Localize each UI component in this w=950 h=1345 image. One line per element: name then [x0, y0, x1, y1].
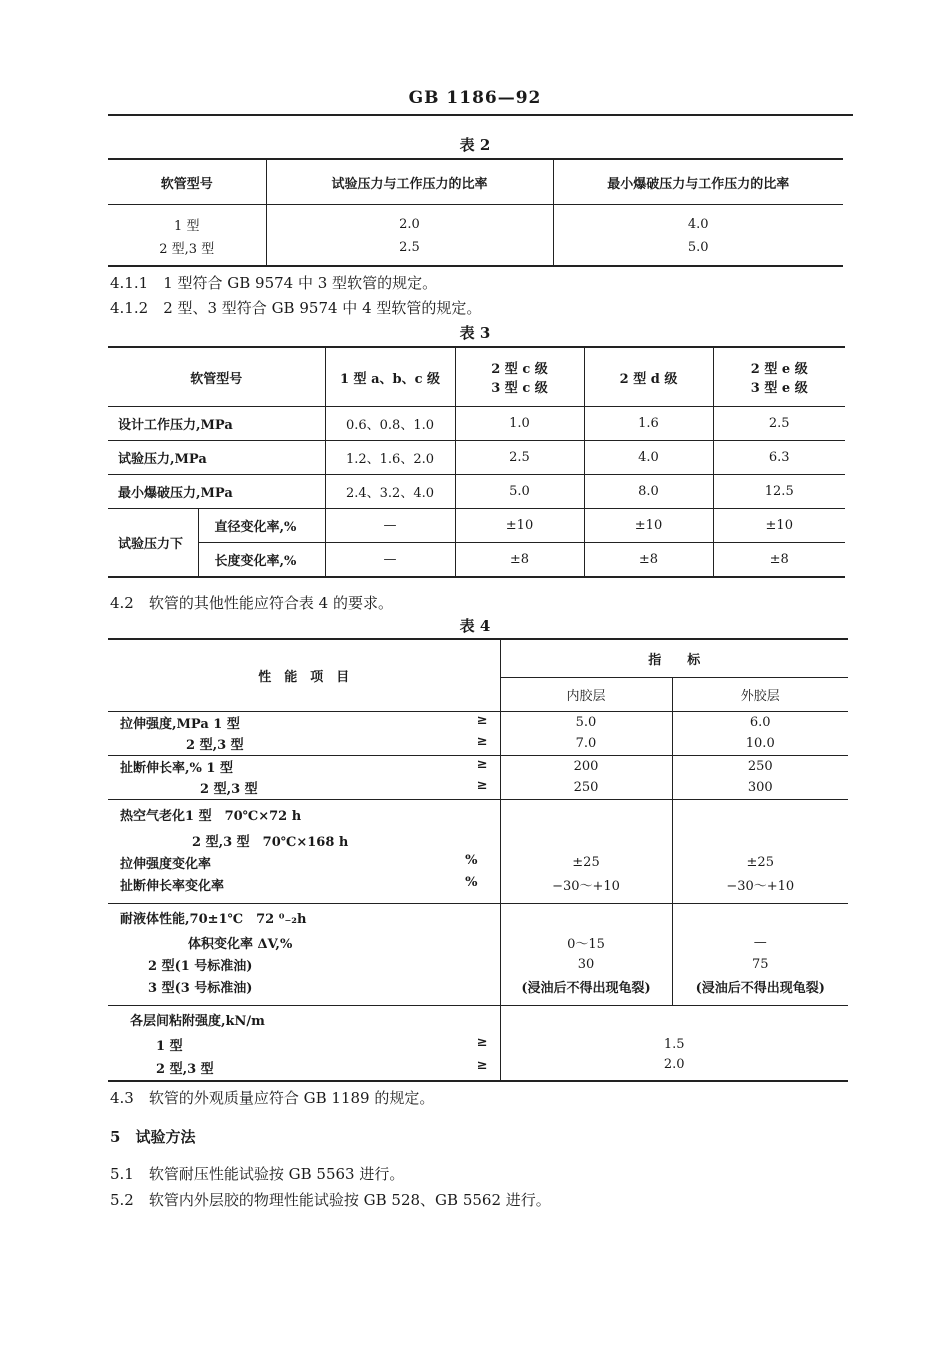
table3-cell: ±8 [584, 543, 713, 578]
table-row [108, 733, 848, 755]
para-number: 4.3 [110, 1089, 134, 1107]
table4-cell [672, 829, 848, 851]
table4-cell: 250 [500, 777, 672, 799]
table3-row-label: 长度变化率,% [198, 543, 325, 578]
table3-cell: 5.0 [455, 475, 584, 509]
table-row [108, 755, 848, 777]
table2-cell: 1 型 [174, 219, 200, 234]
table3-caption: 表 3 [459, 324, 491, 342]
table-row [108, 711, 848, 733]
table3-header-row [108, 347, 845, 407]
table3-col-2c: 2 型 c 级 [491, 362, 548, 377]
table4-row-label: 3 型(3 号标准油) [148, 981, 253, 997]
table2-caption: 表 2 [459, 136, 491, 154]
label-text: 拉伸强度变化率 [120, 856, 212, 872]
label-text: 扯断伸长率,% 1 型 [120, 760, 233, 776]
ge-symbol: ≥ [476, 712, 488, 728]
table3-col-1abc: 1 型 a、b、c 级 [325, 347, 455, 407]
table-row [108, 777, 848, 799]
table-row [108, 407, 845, 441]
table4-row-label [108, 1033, 500, 1055]
table3-cell: 4.0 [584, 441, 713, 475]
table2-col-type: 软管型号 [108, 159, 266, 205]
table4-cell: 75 [672, 953, 848, 975]
para-number: 5.2 [110, 1191, 134, 1209]
table3-col-3e: 3 型 e 级 [750, 381, 808, 396]
table4-row-label [108, 851, 500, 873]
para-4-1-1 [110, 272, 437, 293]
table3-cell: 1.0 [455, 407, 584, 441]
table-row [108, 475, 845, 509]
table-row [108, 931, 848, 953]
table3-row-label: 直径变化率,% [198, 509, 325, 543]
table4-row-label [108, 711, 500, 733]
table2-cell: 2 型,3 型 [159, 242, 215, 257]
table-row [108, 903, 848, 931]
ge-symbol: ≥ [476, 734, 488, 750]
label-text: 拉伸强度,MPa 1 型 [120, 716, 240, 732]
table4-cell: 250 [672, 755, 848, 777]
para-number: 4.1.2 [110, 299, 149, 317]
table4-cell: −30～+10 [672, 873, 848, 903]
label-text: 2 型,3 型 [156, 1062, 214, 1077]
table4-cell [500, 903, 672, 931]
section-number: 5 [110, 1128, 121, 1146]
para-4-2 [110, 592, 393, 613]
header-rule [108, 114, 853, 116]
label-text: 扯断伸长率变化率 [120, 879, 225, 895]
label-text: 2 型,3 型 [186, 738, 244, 754]
section-title: 试验方法 [135, 1128, 196, 1146]
table2-col-burst-ratio: 最小爆破压力与工作压力的比率 [553, 159, 843, 205]
table3-col-2d: 2 型 d 级 [584, 347, 713, 407]
table2-cell: 5.0 [553, 236, 843, 266]
table-row [108, 1005, 848, 1033]
para-number: 4.1.1 [110, 274, 149, 292]
percent-symbol: % [465, 875, 478, 891]
table4-row-label: 体积变化率 ΔV,% [188, 936, 293, 952]
para-text: 软管耐压性能试验按 GB 5563 进行。 [148, 1165, 405, 1183]
table3-cell: ±10 [584, 509, 713, 543]
table3-col-3c: 3 型 c 级 [491, 381, 548, 396]
table4-cell: 300 [672, 777, 848, 799]
table-row [108, 441, 845, 475]
table3-cell: 6.3 [713, 441, 845, 475]
para-5-2 [110, 1189, 551, 1210]
ge-symbol: ≥ [476, 756, 488, 772]
table4-row-label [108, 873, 500, 903]
table4-col-item: 性 能 项 目 [258, 669, 350, 685]
table-4 [108, 638, 848, 1082]
table-2 [108, 158, 843, 267]
table4-cell: (浸油后不得出现龟裂) [500, 975, 672, 1005]
table4-row-label [108, 1055, 500, 1081]
table-row [108, 975, 848, 1005]
table3-row-label: 设计工作压力,MPa [108, 407, 325, 441]
table4-cell: −30～+10 [500, 873, 672, 903]
table4-cell [500, 799, 672, 829]
table3-cell: ±8 [713, 543, 845, 578]
table4-cell: ±25 [500, 851, 672, 873]
para-text: 1 型符合 GB 9574 中 3 型软管的规定。 [163, 274, 438, 292]
table3-cell: ±8 [455, 543, 584, 578]
percent-symbol: % [465, 852, 478, 868]
table-row [108, 1055, 848, 1081]
ge-symbol: ≥ [476, 778, 488, 794]
table3-cell: 2.5 [455, 441, 584, 475]
table3-cell: — [325, 509, 455, 543]
para-text: 软管的外观质量应符合 GB 1189 的规定。 [148, 1089, 435, 1107]
table2-cell: 2.0 [266, 205, 553, 237]
para-number: 4.2 [110, 594, 134, 612]
table4-header-row [108, 639, 848, 677]
table-row [108, 236, 843, 266]
table4-cell: 2.0 [500, 1055, 848, 1081]
table4-cell: 6.0 [672, 711, 848, 733]
page-header: GB 1186—92 [408, 88, 542, 108]
table-row [108, 1033, 848, 1055]
para-4-1-2 [110, 297, 481, 318]
table4-caption: 表 4 [459, 617, 491, 635]
table3-col-e [713, 347, 845, 407]
section-5-heading [110, 1126, 195, 1147]
table4-cell [500, 829, 672, 851]
table4-cell: 5.0 [500, 711, 672, 733]
para-5-1 [110, 1163, 404, 1184]
table4-cell: ±25 [672, 851, 848, 873]
table3-cell: 1.2、1.6、2.0 [325, 441, 455, 475]
table3-col-2e: 2 型 e 级 [750, 362, 808, 377]
table3-cell: 12.5 [713, 475, 845, 509]
table-row [108, 509, 845, 543]
table2-col-test-ratio: 试验压力与工作压力的比率 [266, 159, 553, 205]
table4-cell: 1.5 [500, 1033, 848, 1055]
label-text: 2 型,3 型 [200, 782, 258, 798]
table3-cell: 1.6 [584, 407, 713, 441]
para-4-3 [110, 1087, 434, 1108]
table4-row-label [108, 733, 500, 755]
ge-symbol: ≥ [476, 1034, 488, 1050]
table4-cell [672, 903, 848, 931]
table4-row-label [108, 777, 500, 799]
table3-cell: 2.5 [713, 407, 845, 441]
table3-row-label: 试验压力,MPa [108, 441, 325, 475]
table-3 [108, 346, 845, 578]
table4-cell: 0～15 [500, 931, 672, 953]
para-text: 软管内外层胶的物理性能试验按 GB 528、GB 5562 进行。 [148, 1191, 551, 1209]
table3-cell: 8.0 [584, 475, 713, 509]
table3-col-type: 软管型号 [108, 347, 325, 407]
table4-cell: 200 [500, 755, 672, 777]
table-row [108, 205, 843, 237]
table3-cell: — [325, 543, 455, 578]
table4-col-inner: 内胶层 [500, 677, 672, 711]
table3-cell: ±10 [455, 509, 584, 543]
table3-cell: 2.4、3.2、4.0 [325, 475, 455, 509]
table4-cell [500, 1005, 848, 1033]
table3-row-label: 最小爆破压力,MPa [108, 475, 325, 509]
table3-cell: 0.6、0.8、1.0 [325, 407, 455, 441]
para-number: 5.1 [110, 1165, 134, 1183]
table-row [108, 953, 848, 975]
table-row [108, 851, 848, 873]
table4-cell [672, 799, 848, 829]
table4-row-label: 2 型(1 号标准油) [148, 958, 253, 974]
ge-symbol: ≥ [476, 1058, 488, 1073]
table4-cell: (浸油后不得出现龟裂) [672, 975, 848, 1005]
table4-row-label [108, 755, 500, 777]
table2-header-row [108, 159, 843, 205]
table4-cell: — [672, 931, 848, 953]
table4-cell: 30 [500, 953, 672, 975]
table4-cell: 10.0 [672, 733, 848, 755]
table-row [108, 873, 848, 903]
table4-cell: 7.0 [500, 733, 672, 755]
table3-group-label: 试验压力下 [108, 509, 198, 578]
para-text: 软管的其他性能应符合表 4 的要求。 [148, 594, 393, 612]
table3-cell: ±10 [713, 509, 845, 543]
table4-row-label: 2 型,3 型 70℃×168 h [192, 834, 349, 850]
table-row [108, 799, 848, 829]
table4-col-index: 指 标 [500, 639, 848, 677]
table4-col-outer: 外胶层 [672, 677, 848, 711]
label-text: 1 型 [156, 1038, 183, 1054]
table-row [108, 543, 845, 578]
table-row [108, 829, 848, 851]
table2-cell: 4.0 [553, 205, 843, 237]
para-text: 2 型、3 型符合 GB 9574 中 4 型软管的规定。 [163, 299, 482, 317]
table4-row-label: 耐液体性能,70±1℃ 72 ⁰₋₂h [108, 903, 500, 931]
table4-row-label: 热空气老化1 型 70℃×72 h [108, 799, 500, 829]
table2-cell: 2.5 [266, 236, 553, 266]
table4-row-label: 各层间粘附强度,kN/m [108, 1005, 500, 1033]
table3-col-c [455, 347, 584, 407]
